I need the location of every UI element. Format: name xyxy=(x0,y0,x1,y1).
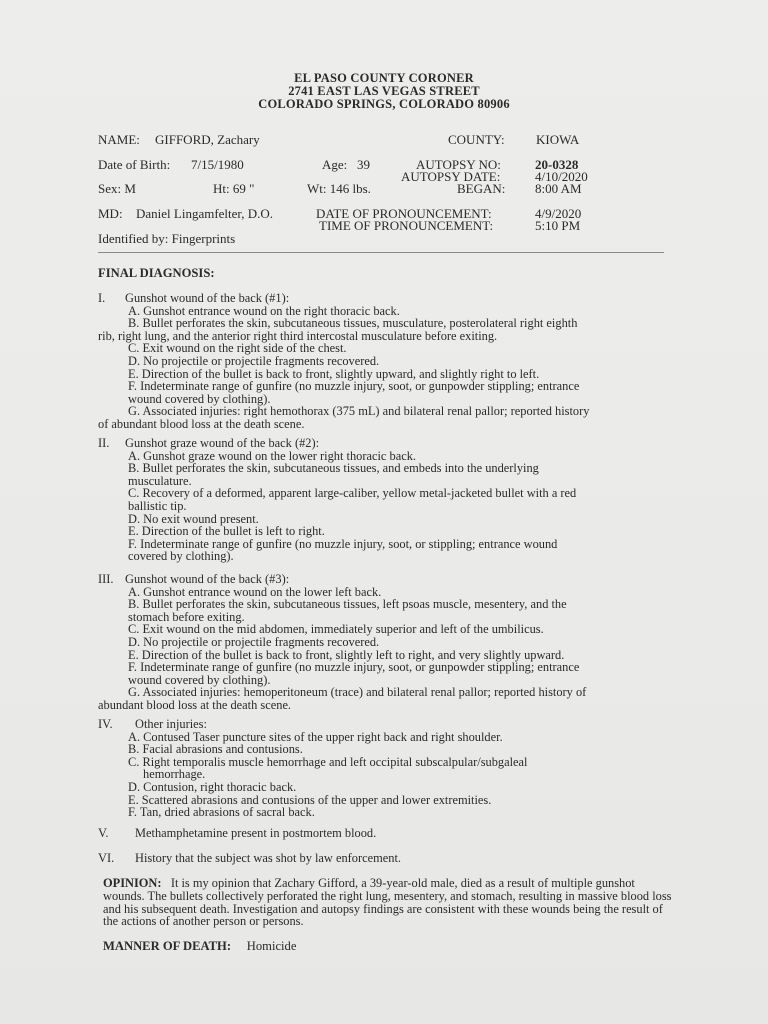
county-value: KIOWA xyxy=(536,132,580,147)
section-number: V. xyxy=(98,826,109,840)
coroner-street-address: 2741 EAST LAS VEGAS STREET xyxy=(288,84,480,98)
section-title: Gunshot graze wound of the back (#2): xyxy=(125,436,320,450)
diagnosis-section-3 xyxy=(98,573,678,712)
coroner-office-name: EL PASO COUNTY CORONER xyxy=(294,71,474,85)
section-title: Methamphetamine present in postmortem blood. xyxy=(135,826,377,840)
list-item: C. Recovery of a deformed, apparent large-caliber, yellow metal-jacketed bullet with a red xyxy=(128,486,577,501)
list-item: wound covered by clothing). xyxy=(128,672,271,687)
list-item: covered by clothing). xyxy=(128,549,234,564)
list-item: of abundant blood loss at the death scene. xyxy=(98,416,305,431)
diagnosis-section-4 xyxy=(98,718,678,819)
autopsy-date-value: 4/10/2020 xyxy=(535,169,588,184)
sex-label: Sex: M xyxy=(98,181,136,196)
final-diagnosis-heading: FINAL DIAGNOSIS: xyxy=(98,266,215,280)
diagnosis-section-2 xyxy=(98,437,678,563)
list-item: D. No projectile or projectile fragments recovered. xyxy=(128,353,380,368)
list-item: B. Bullet perforates the skin, subcutaneous tissues, left psoas muscle, mesentery, and the xyxy=(128,597,567,612)
list-item: A. Gunshot entrance wound on the lower left back. xyxy=(128,584,382,599)
section-title: Gunshot wound of the back (#1): xyxy=(125,291,290,305)
dob-label: Date of Birth: xyxy=(98,157,171,172)
list-item: C. Right temporalis muscle hemorrhage and left occipital subscalpular/subgaleal xyxy=(128,754,528,769)
section-title: History that the subject was shot by law enforcement. xyxy=(135,851,401,865)
county-label: COUNTY: xyxy=(448,132,505,147)
diagnosis-section-6 xyxy=(98,852,678,865)
opinion-text: It is my opinion that Zachary Gifford, a 39-year-old male, died as a result of multiple gunshot wounds. The bullets collectively perforated the right lung, mesentery, and stomach, resulting in massive blood loss and his subsequent death. Investigation and autopsy findings are consistent with these wounds being the result of the actions of another person or persons. xyxy=(103,876,672,929)
time-of-pronouncement-value: 5:10 PM xyxy=(535,218,581,233)
name-label: NAME: xyxy=(98,132,140,147)
list-item: F. Indeterminate range of gunfire (no muzzle injury, soot, or stippling; entrance wound xyxy=(128,536,558,551)
header-divider xyxy=(98,252,664,253)
section-number: I. xyxy=(98,291,106,305)
dob-value: 7/15/1980 xyxy=(191,157,244,172)
section-number: IV. xyxy=(98,717,113,731)
autopsy-date-label: AUTOPSY DATE: xyxy=(401,169,501,184)
section-number: III. xyxy=(98,572,114,586)
began-label: BEGAN: xyxy=(457,181,506,196)
opinion-paragraph xyxy=(103,877,673,928)
list-item: stomach before exiting. xyxy=(128,609,245,624)
manner-of-death xyxy=(103,939,296,954)
list-item: abundant blood loss at the death scene. xyxy=(98,697,292,712)
coroner-city-address: COLORADO SPRINGS, COLORADO 80906 xyxy=(258,97,510,111)
autopsy-no-label: AUTOPSY NO: xyxy=(416,157,501,172)
list-item: ballistic tip. xyxy=(128,498,187,513)
manner-of-death-label: MANNER OF DEATH: xyxy=(103,939,232,953)
time-of-pronouncement-label: TIME OF PRONOUNCEMENT: xyxy=(319,218,494,233)
diagnosis-section-1 xyxy=(98,292,678,431)
list-item: A. Contused Taser puncture sites of the upper right back and right shoulder. xyxy=(128,729,503,744)
list-item: A. Gunshot graze wound on the lower right thoracic back. xyxy=(128,448,416,463)
list-item: F. Indeterminate range of gunfire (no muzzle injury, soot, or gunpowder stippling; entrance xyxy=(128,660,580,675)
list-item: E. Direction of the bullet is left to right. xyxy=(128,524,325,539)
list-item: B. Facial abrasions and contusions. xyxy=(128,742,303,757)
section-number: II. xyxy=(98,436,110,450)
md-value: Daniel Lingamfelter, D.O. xyxy=(136,206,274,221)
opinion-label: OPINION: xyxy=(103,876,162,890)
list-item: G. Associated injuries: right hemothorax (375 mL) and bilateral renal pallor; reported history xyxy=(128,404,590,419)
diagnosis-section-5 xyxy=(98,827,678,840)
list-item: D. No projectile or projectile fragments recovered. xyxy=(128,634,380,649)
list-item: E. Direction of the bullet is back to front, slightly left to right, and very slightly upward. xyxy=(128,647,565,662)
weight-label: Wt: 146 lbs. xyxy=(307,181,371,196)
list-item: wound covered by clothing). xyxy=(128,391,271,406)
list-item: A. Gunshot entrance wound on the right thoracic back. xyxy=(128,303,400,318)
list-item: F. Indeterminate range of gunfire (no muzzle injury, soot, or gunpowder stippling; entrance xyxy=(128,379,580,394)
list-item: E. Direction of the bullet is back to front, slightly upward, and slightly right to left. xyxy=(128,366,540,381)
list-item: G. Associated injuries: hemoperitoneum (trace) and bilateral renal pallor; reported history of xyxy=(128,685,587,700)
list-item: B. Bullet perforates the skin, subcutaneous tissues, musculature, posterolateral right eighth xyxy=(128,316,578,331)
autopsy-no-value: 20-0328 xyxy=(535,157,579,172)
list-item: hemorrhage. xyxy=(143,767,206,782)
list-item: C. Exit wound on the right side of the chest. xyxy=(128,341,347,356)
manner-of-death-value: Homicide xyxy=(246,939,297,953)
md-label: MD: xyxy=(98,206,123,221)
section-number: VI. xyxy=(98,851,115,865)
section-title: Other injuries: xyxy=(135,717,207,731)
date-of-pronouncement-value: 4/9/2020 xyxy=(535,206,582,221)
identified-by: Identified by: Fingerprints xyxy=(98,231,236,246)
list-item: B. Bullet perforates the skin, subcutaneous tissues, and embeds into the underlying xyxy=(128,461,539,476)
name-value: GIFFORD, Zachary xyxy=(155,132,260,147)
height-label: Ht: 69 " xyxy=(213,181,255,196)
list-item: D. No exit wound present. xyxy=(128,511,259,526)
list-item: E. Scattered abrasions and contusions of the upper and lower extremities. xyxy=(128,792,492,807)
list-item: rib, right lung, and the anterior right third intercostal musculature before exiting. xyxy=(98,328,498,343)
section-title: Gunshot wound of the back (#3): xyxy=(125,572,290,586)
list-item: musculature. xyxy=(128,473,192,488)
list-item: D. Contusion, right thoracic back. xyxy=(128,779,297,794)
age-label: Age: xyxy=(322,157,348,172)
date-of-pronouncement-label: DATE OF PRONOUNCEMENT: xyxy=(316,206,492,221)
age-value: 39 xyxy=(357,157,370,172)
began-value: 8:00 AM xyxy=(535,181,582,196)
list-item: C. Exit wound on the mid abdomen, immediately superior and left of the umbilicus. xyxy=(128,622,544,637)
list-item: F. Tan, dried abrasions of sacral back. xyxy=(128,805,315,820)
